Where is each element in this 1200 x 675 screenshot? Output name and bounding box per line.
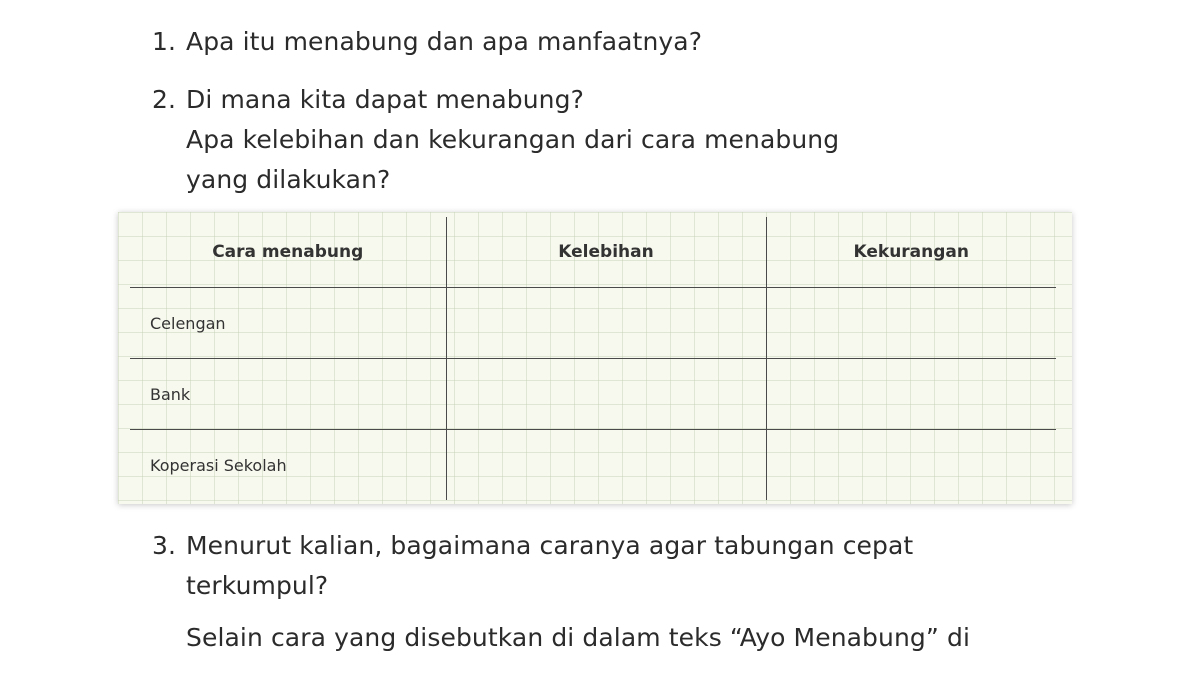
table-cell-advantages[interactable] bbox=[446, 359, 766, 430]
column-header-disadvantages: Kekurangan bbox=[766, 217, 1056, 288]
column-header-advantages: Kelebihan bbox=[446, 217, 766, 288]
question-text-continued: yang dilakukan? bbox=[186, 165, 391, 194]
question-2 bbox=[152, 80, 839, 200]
table-cell-method: Koperasi Sekolah bbox=[150, 455, 287, 475]
question-number: 3. bbox=[152, 531, 177, 560]
question-text: Apa itu menabung dan apa manfaatnya? bbox=[186, 27, 703, 56]
table-cell-advantages[interactable] bbox=[446, 430, 766, 501]
question-text: Menurut kalian, bagaimana caranya agar tabungan cepat bbox=[186, 531, 914, 560]
savings-methods-table bbox=[130, 217, 1056, 500]
table-cell-method: Celengan bbox=[130, 288, 446, 359]
question-3-followup: Selain cara yang disebutkan di dalam teks “Ayo Menabung” di bbox=[186, 623, 971, 652]
question-text-continued: Apa kelebihan dan kekurangan dari cara menabung bbox=[186, 125, 840, 154]
question-1 bbox=[152, 22, 702, 62]
table-cell-method: Bank bbox=[130, 359, 446, 430]
table-row bbox=[130, 430, 1056, 501]
table-cell-disadvantages[interactable] bbox=[766, 359, 1056, 430]
question-number: 2. bbox=[152, 85, 177, 114]
question-text: Di mana kita dapat menabung? bbox=[186, 85, 584, 114]
table-row bbox=[130, 359, 1056, 430]
column-header-method: Cara menabung bbox=[130, 217, 446, 288]
table-row bbox=[130, 288, 1056, 359]
question-text-continued: terkumpul? bbox=[186, 571, 329, 600]
table-cell-disadvantages[interactable] bbox=[766, 288, 1056, 359]
question-3 bbox=[152, 526, 913, 606]
table-cell-advantages[interactable] bbox=[446, 288, 766, 359]
table-cell-disadvantages[interactable] bbox=[766, 430, 1056, 501]
question-number: 1. bbox=[152, 27, 177, 56]
worksheet-table-panel bbox=[118, 212, 1072, 504]
table-header-row bbox=[130, 217, 1056, 288]
